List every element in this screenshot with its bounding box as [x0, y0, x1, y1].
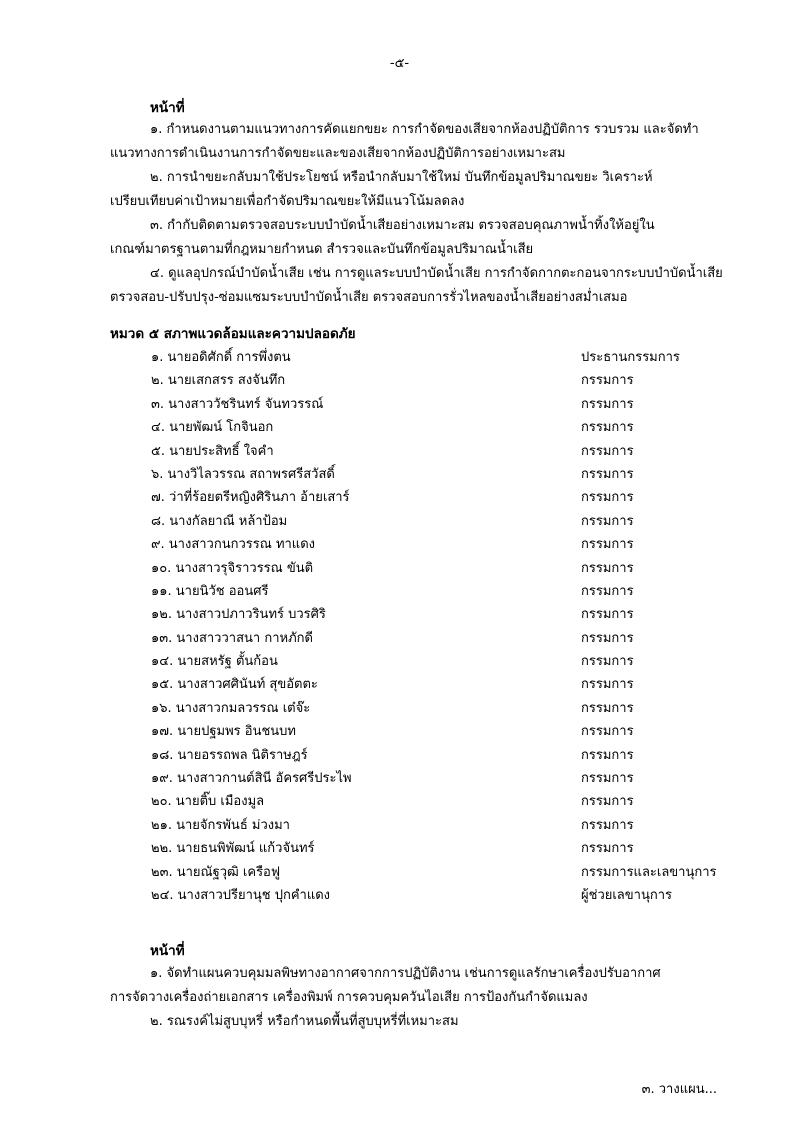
duty-line: การจัดวางเครื่องถ่ายเอกสาร เครื่องพิมพ์ การควบคุมควันไอเสีย การป้องกันกำจัดแมลง: [110, 990, 588, 1005]
committee-member: [0, 861, 799, 884]
member-role: กรรมการ: [581, 817, 634, 833]
committee-member: [0, 814, 799, 837]
member-name: ๑๑. นายนิวัช ออนศรี: [151, 583, 269, 599]
member-name: ๙. นางสาวกนกวรรณ ทาแดง: [151, 537, 315, 553]
section-title: หมวด ๕ สภาพแวดล้อมและความปลอดภัย: [110, 326, 356, 342]
committee-member: [0, 580, 799, 603]
committee-member: [0, 744, 799, 767]
committee-member: [0, 720, 799, 743]
page-number: -๕-: [389, 56, 410, 71]
duty-paragraph: [110, 166, 725, 214]
member-role: กรรมการ: [581, 700, 634, 716]
member-role: กรรมการ: [581, 747, 634, 763]
member-role: กรรมการและเลขานุการ: [581, 864, 717, 880]
member-role: กรรมการ: [581, 583, 634, 599]
committee-member: [0, 369, 799, 392]
committee-member: [0, 697, 799, 720]
duty-line: เปรียบเทียบค่าเป้าหมายเพื่อกำจัดปริมาณขยะให้มีแนวโน้มลดลง: [110, 194, 465, 209]
duty-line: เกณฑ์มาตรฐานตามที่กฎหมายกำหนด สำรวจและบันทึกข้อมูลปริมาณน้ำเสีย: [110, 242, 534, 257]
duty-line: ๓. กำกับติดตามตรวจสอบระบบบำบัดน้ำเสียอย่างเหมาะสม ตรวจสอบคุณภาพน้ำทิ้งให้อยู่ใน: [150, 218, 655, 233]
committee-member: [0, 486, 799, 509]
member-name: ๑๘. นายอรรถพล นิติราษฎร์: [151, 747, 308, 763]
committee-member: [0, 557, 799, 580]
member-role: ผู้ช่วยเลขานุการ: [581, 887, 672, 903]
duty-line: ๑. จัดทำแผนควบคุมมลพิษทางอากาศจากการปฏิบัติงาน เช่นการดูแลรักษาเครื่องปรับอากาศ: [150, 966, 661, 981]
committee-member: [0, 673, 799, 696]
member-role: กรรมการ: [581, 654, 634, 670]
duty-paragraph: [110, 262, 725, 310]
duty-line: ๒. รณรงค์ไม่สูบบุหรี่ หรือกำหนดพื้นที่สูบบุหรี่ที่เหมาะสม: [150, 1014, 459, 1029]
member-role: กรรมการ: [581, 537, 634, 553]
committee-member: [0, 440, 799, 463]
member-role: กรรมการ: [581, 513, 634, 529]
member-name: ๑๒. นางสาวปภาวรินทร์ บวรศิริ: [151, 607, 326, 623]
committee-member: [0, 510, 799, 533]
member-name: ๒๓. นายณัฐวุฒิ เครือฟู: [151, 864, 281, 880]
duty-line: ๔. ดูแลอุปกรณ์บำบัดน้ำเสีย เช่น การดูแลระบบบำบัดน้ำเสีย การกำจัดกากตะกอนจากระบบบำบัดน้ำเสีย: [150, 266, 723, 281]
member-role: กรรมการ: [581, 490, 634, 506]
member-role: กรรมการ: [581, 560, 634, 576]
duty-paragraph: [110, 118, 725, 166]
member-role: กรรมการ: [581, 630, 634, 646]
member-role: กรรมการ: [581, 420, 634, 436]
committee-member: [0, 393, 799, 416]
committee-member: [0, 884, 799, 907]
member-role: กรรมการ: [581, 771, 634, 787]
member-role: กรรมการ: [581, 794, 634, 810]
member-role: ประธานกรรมการ: [581, 350, 680, 365]
member-name: ๖. นางวิไลวรรณ สถาพรศรีสวัสดิ์: [151, 466, 335, 482]
member-name: ๑๗. นายปฐมพร อินชนบท: [151, 724, 296, 740]
member-name: ๒. นายเสกสรร สงจันทึก: [151, 373, 286, 389]
member-role: กรรมการ: [581, 396, 634, 412]
duty-paragraph: [110, 214, 725, 262]
member-role: กรรมการ: [581, 841, 634, 857]
committee-member: [0, 650, 799, 673]
committee-member: [0, 603, 799, 626]
member-name: ๑๙. นางสาวกานต์สินี อัครศรีประไพ: [151, 771, 352, 787]
duties-heading-1: หน้าที่: [150, 100, 185, 116]
committee-member: [0, 533, 799, 556]
committee-member: [0, 416, 799, 439]
committee-member: [0, 837, 799, 860]
committee-member: [0, 463, 799, 486]
duty-paragraph: [110, 1010, 725, 1034]
duty-line: ๒. การนำขยะกลับมาใช้ประโยชน์ หรือนำกลับมาใช้ใหม่ บันทึกข้อมูลปริมาณขยะ วิเคราะห์: [150, 170, 653, 185]
committee-list: [0, 346, 799, 907]
committee-member: [0, 627, 799, 650]
duties-heading-2: หน้าที่: [150, 943, 185, 959]
member-name: ๒๔. นางสาวปรียานุช ปุกคำแดง: [151, 887, 331, 903]
committee-member: [0, 767, 799, 790]
committee-member: [0, 346, 799, 369]
member-role: กรรมการ: [581, 724, 634, 740]
duty-line: ตรวจสอบ-ปรับปรุง-ซ่อมแซมระบบบำบัดน้ำเสีย ตรวจสอบการรั่วไหลของน้ำเสียอย่างสม่ำเสมอ: [110, 290, 628, 305]
member-name: ๑๓. นางสาววาสนา กาหภักดี: [151, 630, 313, 646]
member-role: กรรมการ: [581, 607, 634, 623]
member-name: ๑๖. นางสาวกมลวรรณ เต๋จ๊ะ: [151, 700, 311, 716]
member-name: ๘. นางกัลยาณี หล้าป้อม: [151, 513, 288, 529]
member-role: กรรมการ: [581, 677, 634, 693]
member-name: ๑๐. นางสาวรุจิราวรรณ ขันติ: [151, 560, 314, 576]
member-name: ๑๕. นางสาวศศินันท์ สุขอัตตะ: [151, 677, 318, 693]
member-role: กรรมการ: [581, 466, 634, 482]
member-name: ๒๑. นายจักรพันธ์ ม่วงมา: [151, 817, 290, 833]
duty-line: แนวทางการดำเนินงานการกำจัดขยะและของเสียจากห้องปฏิบัติการอย่างเหมาะสม: [110, 146, 566, 161]
duty-paragraph: [110, 962, 725, 1010]
committee-member: [0, 790, 799, 813]
member-name: ๕. นายประสิทธิ์ ใจคำ: [151, 443, 274, 459]
member-name: ๓. นางสาววัชรินทร์ จันทวรรณ์: [151, 396, 324, 412]
member-name: ๒๒. นายธนพิพัฒน์ แก้วจันทร์: [151, 841, 315, 857]
continuation-note: ๓. วางแผน...: [641, 1082, 717, 1097]
member-name: ๑. นายอดิศักดิ์ การพึ่งตน: [151, 350, 291, 365]
member-name: ๑๔. นายสหรัฐ ตั้นก้อน: [151, 654, 278, 670]
member-role: กรรมการ: [581, 443, 634, 459]
member-name: ๗. ว่าที่ร้อยตรีหญิงศิรินภา อ้ายเสาร์: [151, 490, 350, 506]
member-name: ๒๐. นายติ๊บ เมืองมูล: [151, 794, 265, 810]
member-role: กรรมการ: [581, 373, 634, 389]
duty-line: ๑. กำหนดงานตามแนวทางการคัดแยกขยะ การกำจัดของเสียจากห้องปฏิบัติการ รวบรวม และจัดทำ: [150, 122, 699, 137]
member-name: ๔. นายพัฒน์ โกจินอก: [151, 420, 274, 436]
